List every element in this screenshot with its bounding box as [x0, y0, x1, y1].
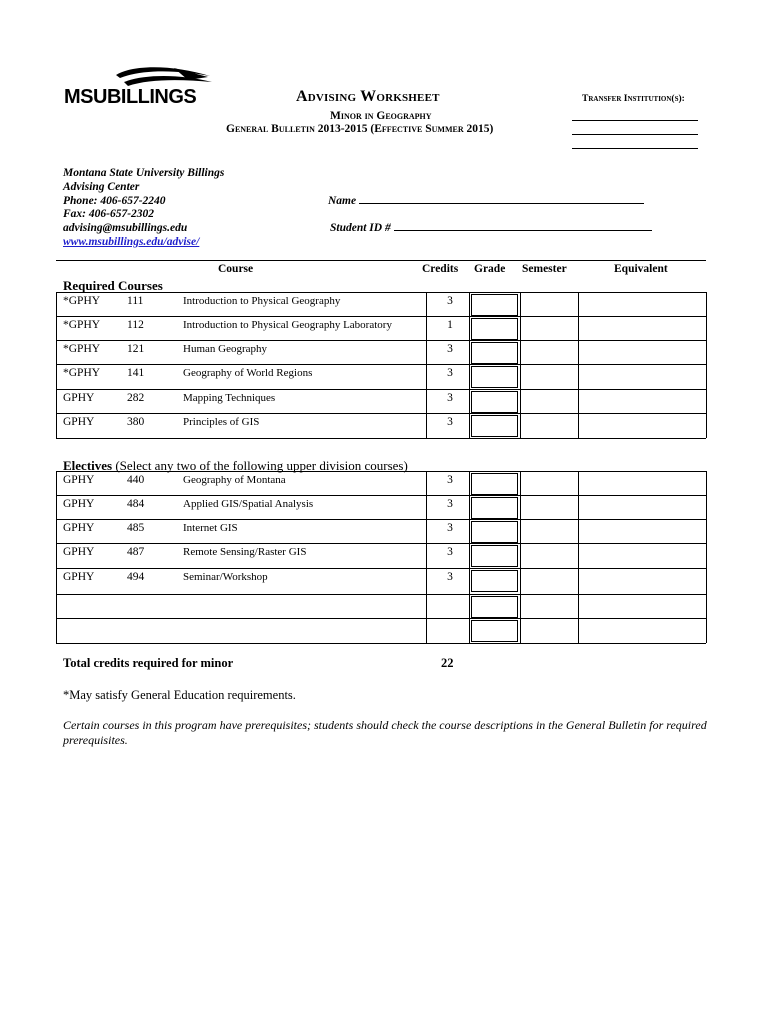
bulletin-line: General Bulletin 2013-2015 (Effective Summer 2015) — [226, 123, 494, 135]
total-credits-value: 22 — [441, 656, 454, 670]
course-number: 494 — [127, 571, 145, 583]
transfer-institution-line-1[interactable] — [572, 120, 698, 121]
fax-number: Fax: 406-657-2302 — [63, 208, 155, 221]
course-row-blank[interactable] — [56, 594, 706, 618]
electives-note: (Select any two of the following upper division courses) — [115, 458, 408, 473]
course-subject: GPHY — [63, 546, 95, 558]
course-credits: 3 — [447, 522, 453, 534]
course-credits: 3 — [447, 416, 453, 428]
course-row — [56, 568, 706, 592]
electives-label: Electives — [63, 458, 113, 473]
col-header-credits: Credits — [422, 263, 459, 275]
phone-number: Phone: 406-657-2240 — [63, 194, 166, 207]
col-header-grade: Grade — [474, 263, 506, 275]
course-title: Geography of World Regions — [183, 367, 313, 379]
transfer-institution-line-3[interactable] — [572, 148, 698, 149]
course-row — [56, 292, 706, 316]
course-row-blank[interactable] — [56, 618, 706, 642]
course-credits: 3 — [447, 295, 453, 307]
transfer-institution-line-2[interactable] — [572, 134, 698, 135]
transfer-institutions-label: Transfer Institution(s): — [582, 94, 685, 104]
grid-bottom-line — [56, 643, 706, 644]
course-row — [56, 340, 706, 364]
msu-billings-logo — [64, 66, 214, 114]
course-credits: 1 — [447, 319, 453, 331]
website-link[interactable]: www.msubillings.edu/advise/ — [63, 235, 200, 248]
course-number: 484 — [127, 498, 145, 510]
total-credits-label: Total credits required for minor — [63, 656, 234, 670]
course-title: Remote Sensing/Raster GIS — [183, 546, 307, 558]
page-subtitle: Minor in Geography — [330, 110, 432, 122]
name-input-line[interactable] — [359, 203, 644, 204]
grid-bottom-line — [56, 438, 706, 439]
course-title: Introduction to Physical Geography — [183, 295, 341, 307]
university-name: Montana State University Billings — [63, 167, 225, 179]
col-header-course: Course — [218, 263, 254, 275]
course-title: Geography of Montana — [183, 474, 286, 486]
course-title: Seminar/Workshop — [183, 571, 268, 583]
course-credits: 3 — [447, 571, 453, 583]
email-address: advising@msubillings.edu — [63, 222, 188, 235]
course-subject: GPHY — [63, 498, 95, 510]
course-credits: 3 — [447, 474, 453, 486]
course-number: 487 — [127, 546, 145, 558]
course-number: 121 — [127, 343, 145, 355]
course-number: 380 — [127, 416, 145, 428]
course-row — [56, 413, 706, 437]
course-number: 282 — [127, 392, 145, 404]
course-title: Mapping Techniques — [183, 392, 276, 404]
col-header-equivalent: Equivalent — [614, 263, 668, 275]
student-id-label: Student ID # — [330, 222, 391, 234]
course-credits: 3 — [447, 498, 453, 510]
course-subject: GPHY — [63, 571, 95, 583]
course-subject: GPHY — [63, 416, 95, 428]
table-top-rule — [56, 260, 706, 261]
course-row — [56, 316, 706, 340]
course-title: Internet GIS — [183, 522, 238, 534]
logo-wordmark: MSUBILLINGS — [64, 86, 197, 108]
gen-ed-footnote: *May satisfy General Education requirements. — [63, 688, 296, 702]
course-row — [56, 519, 706, 543]
course-credits: 3 — [447, 367, 453, 379]
grid-column-line — [706, 292, 707, 438]
course-title: Introduction to Physical Geography Laboratory — [183, 319, 392, 331]
course-row — [56, 389, 706, 413]
course-subject: *GPHY — [63, 319, 101, 331]
course-number: 111 — [127, 295, 144, 307]
course-row — [56, 495, 706, 519]
name-label: Name — [328, 195, 357, 207]
course-subject: *GPHY — [63, 367, 101, 379]
course-subject: GPHY — [63, 522, 95, 534]
col-header-semester: Semester — [522, 263, 567, 275]
required-courses-title: Required Courses — [63, 278, 163, 293]
student-id-field — [330, 222, 652, 234]
advising-center: Advising Center — [63, 180, 140, 193]
student-id-input-line[interactable] — [394, 230, 652, 231]
course-row — [56, 364, 706, 388]
prerequisite-note: Certain courses in this program have prerequisites; students should check the course descriptions in the General Bulletin for required prerequisites. — [63, 718, 707, 747]
course-number: 141 — [127, 367, 145, 379]
course-subject: *GPHY — [63, 343, 101, 355]
course-number: 485 — [127, 522, 145, 534]
grid-column-line — [706, 471, 707, 643]
course-credits: 3 — [447, 392, 453, 404]
course-title: Human Geography — [183, 343, 268, 355]
course-title: Principles of GIS — [183, 416, 260, 428]
course-row — [56, 471, 706, 495]
course-number: 112 — [127, 319, 144, 331]
course-title: Applied GIS/Spatial Analysis — [183, 498, 314, 510]
course-credits: 3 — [447, 343, 453, 355]
course-subject: *GPHY — [63, 295, 101, 307]
course-number: 440 — [127, 474, 145, 486]
course-subject: GPHY — [63, 392, 95, 404]
name-field — [328, 195, 644, 207]
contact-block — [63, 167, 224, 250]
course-subject: GPHY — [63, 474, 95, 486]
page-title: Advising Worksheet — [296, 88, 440, 105]
course-row — [56, 543, 706, 567]
course-credits: 3 — [447, 546, 453, 558]
